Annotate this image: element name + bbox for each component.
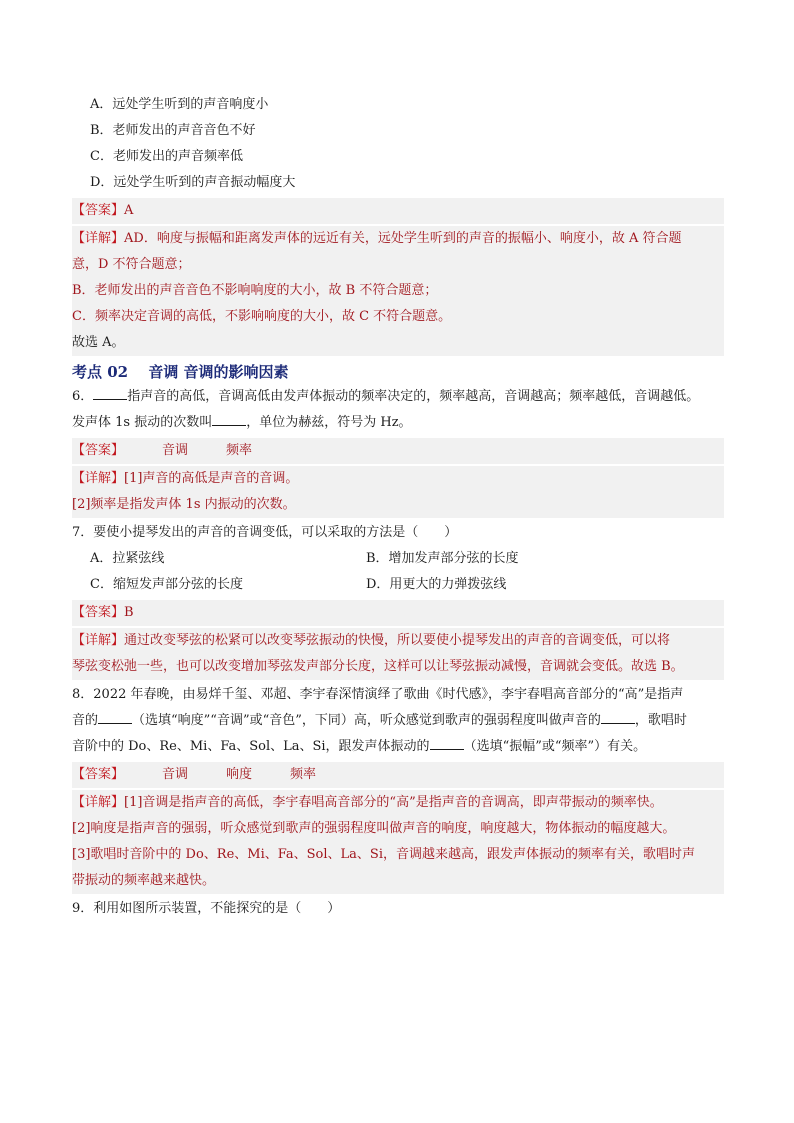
answer-value-2: 响度	[226, 767, 253, 782]
q8-blank-1	[98, 709, 132, 724]
q6-answer-box	[72, 438, 724, 464]
detail-text: [1]音调是指声音的高低，李宇春唱高音部分的“高”是指声音的音调高，即声带振动的频率快。	[124, 795, 663, 810]
q8-text-c: ，歌唱时	[634, 713, 687, 728]
q6-stem-line-1	[72, 384, 724, 410]
detail-tag: 【详解】	[72, 633, 125, 648]
section-heading: 考点 02 音调 音调的影响因素	[72, 363, 289, 381]
q8-detail-line-4: 带振动的频率越来越快。	[72, 873, 216, 888]
q5-detail-line-2: 意，D 不符合题意；	[72, 257, 191, 272]
detail-text: 通过改变琴弦的松紧可以改变琴弦振动的快慢，所以要使小提琴发出的声音的音调变低，可以将	[124, 633, 671, 648]
q6-stem-text-2: 发声体 1s 振动的次数叫	[72, 415, 213, 430]
q7-option-a: A．拉紧弦线	[90, 551, 165, 566]
answer-value-1: 音调	[162, 767, 189, 782]
q7-answer	[72, 600, 724, 626]
q5-detail-line-5: 故选 A。	[72, 335, 125, 350]
q8-text-b: （选填“响度”“音调”或“音色”，下同）高，听众感觉到歌声的强弱程度叫做声音的	[132, 713, 601, 728]
answer-value: A	[124, 203, 134, 218]
q6-stem-line-2	[72, 410, 724, 436]
answer-value-2: 频率	[226, 443, 253, 458]
q9-stem: 9．利用如图所示装置，不能探究的是（ ）	[72, 901, 341, 916]
detail-text: AD．响度与振幅和距离发声体的远近有关，远处学生听到的声音的振幅小、响度小，故 A 符合题	[124, 231, 682, 246]
q7-answer-box	[72, 600, 724, 626]
q7-stem: 7．要使小提琴发出的声音的音调变低，可以采取的方法是（ ）	[72, 525, 458, 540]
q6-detail-box	[72, 466, 724, 518]
q8-detail-line-2: [2]响度是指声音的强弱，听众感觉到歌声的强弱程度叫做声音的响度，响度越大，物体振动的幅度越大。	[72, 821, 676, 836]
q8-detail-box	[72, 790, 724, 894]
q8-stem-line-3	[72, 734, 724, 760]
answer-tag: 【答案】	[72, 443, 125, 458]
q6-stem-text: 指声音的高低，音调高低由发声体振动的频率决定的，频率越高，音调越高；频率越低，音调越低。	[127, 389, 700, 404]
q8-detail-line-3: [3]歌唱时音阶中的 Do、Re、Mi、Fa、Sol、La、Si，音调越来越高，跟发声体振动的频率有关，歌唱时声	[72, 847, 695, 862]
q8-text-d: 音阶中的 Do、Re、Mi、Fa、Sol、La、Si，跟发声体振动的	[72, 739, 430, 754]
answer-tag: 【答案】	[72, 203, 125, 218]
answer-tag: 【答案】	[72, 767, 125, 782]
q7-options-row-1	[72, 546, 724, 572]
q8-stem-line-1: 8．2022 年春晚，由易烊千玺、邓超、李宇春深情演绎了歌曲《时代感》，李宇春唱高音部分的“高”是指声	[72, 687, 684, 702]
q7-detail-box	[72, 628, 724, 680]
q8-stem-line-2	[72, 708, 724, 734]
q5-options	[72, 92, 724, 196]
document-page	[72, 92, 724, 922]
q6-blank-2	[212, 411, 246, 426]
q6-detail-line-1	[72, 466, 724, 492]
q7-option-d: D．用更大的力弹拨弦线	[366, 577, 507, 592]
answer-tag: 【答案】	[72, 605, 125, 620]
q6-detail-line-2: [2]频率是指发声体 1s 内振动的次数。	[72, 497, 296, 512]
detail-text: [1]声音的高低是声音的音调。	[124, 471, 299, 486]
q5-detail-box	[72, 226, 724, 356]
q8-answer	[72, 762, 724, 788]
q5-option-a: A．远处学生听到的声音响度小	[90, 97, 269, 112]
q8-blank-3	[430, 735, 464, 750]
q7-options-row-2	[72, 572, 724, 598]
q8-detail-line-1	[72, 790, 724, 816]
q7-detail-line-2: 琴弦变松弛一些，也可以改变增加琴弦发声部分长度，这样可以让琴弦振动减慢，音调就会变低。故选 B。	[72, 659, 684, 674]
detail-tag: 【详解】	[72, 795, 125, 810]
q5-option-d: D．远处学生听到的声音振动幅度大	[90, 175, 296, 190]
q6-number: 6．	[72, 389, 94, 404]
q5-answer-box	[72, 198, 724, 224]
q5-detail-line-1	[72, 226, 724, 252]
q5-option-b: B．老师发出的声音音色不好	[90, 123, 256, 138]
answer-value-3: 频率	[290, 767, 317, 782]
detail-tag: 【详解】	[72, 231, 125, 246]
detail-tag: 【详解】	[72, 471, 125, 486]
q5-detail-line-4: C．频率决定音调的高低，不影响响度的大小，故 C 不符合题意。	[72, 309, 452, 324]
q6-blank-1	[93, 385, 127, 400]
answer-value: B	[124, 605, 134, 620]
q6-stem-text-3: ，单位为赫兹，符号为 Hz。	[246, 415, 412, 430]
q8-blank-2	[601, 709, 635, 724]
q6-answer	[72, 438, 724, 464]
q5-option-c: C．老师发出的声音频率低	[90, 149, 243, 164]
q7-detail-line-1	[72, 628, 724, 654]
q5-answer	[72, 198, 724, 224]
q8-text-a: 音的	[72, 713, 99, 728]
q7-option-c: C．缩短发声部分弦的长度	[90, 577, 243, 592]
q5-detail-line-3: B．老师发出的声音音色不影响响度的大小，故 B 不符合题意；	[72, 283, 438, 298]
q8-text-e: （选填“振幅”或“频率”）有关。	[463, 739, 647, 754]
answer-value-1: 音调	[162, 443, 189, 458]
q7-option-b: B．增加发声部分弦的长度	[366, 551, 519, 566]
q8-answer-box	[72, 762, 724, 788]
